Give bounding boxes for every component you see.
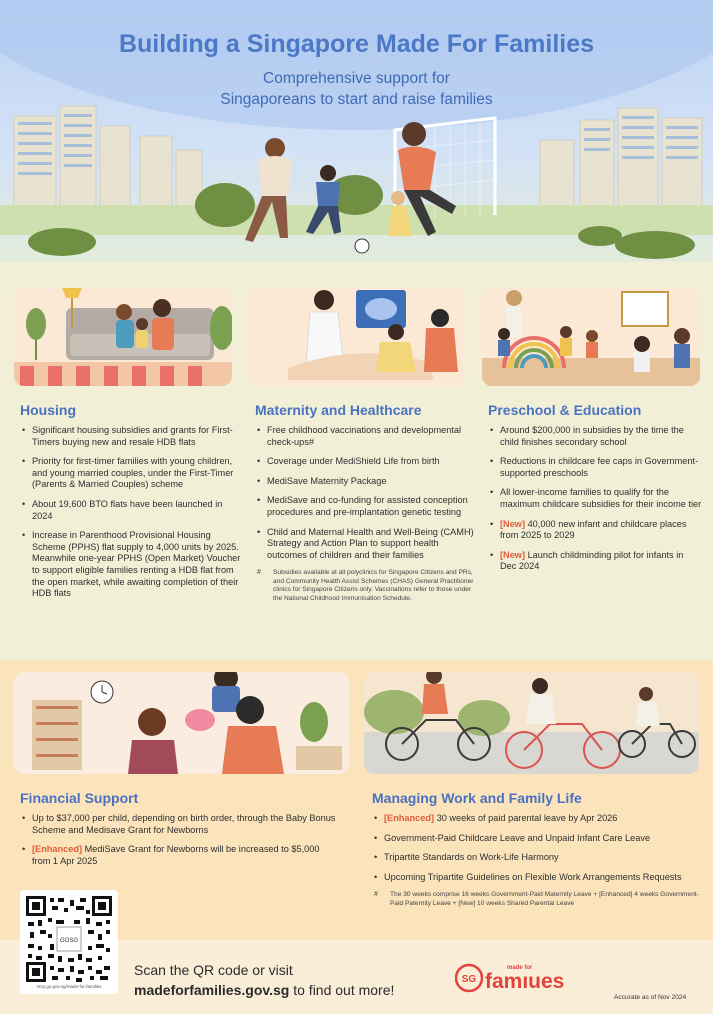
new-tag: [New] bbox=[500, 518, 526, 529]
qr-badge: GOSG bbox=[59, 938, 79, 944]
maternity-bullet: • MediSave Maternity Package bbox=[255, 476, 475, 488]
maternity-section bbox=[255, 402, 475, 603]
accuracy-date: Accurate as of Nov 2024 bbox=[614, 994, 687, 1001]
qr-code-pattern bbox=[26, 896, 112, 982]
footnote-symbol: # bbox=[374, 891, 378, 899]
bullet-text: 30 weeks of paid parental leave by Apr 2026 bbox=[434, 813, 618, 823]
preschool-bullet-list bbox=[488, 425, 702, 573]
footnote-symbol: # bbox=[257, 569, 261, 577]
work-bullet: • Government-Paid Childcare Leave and Unpaid Infant Care Leave bbox=[372, 833, 702, 845]
bullet-text: Launch childminding pilot for infants in Dec 2024 bbox=[500, 549, 684, 572]
financial-illustration bbox=[14, 672, 349, 774]
bullet-text: 40,000 new infant and childcare places from 2025 to 2029 bbox=[500, 518, 687, 541]
maternity-heading: Maternity and Healthcare bbox=[255, 402, 422, 418]
preschool-bullet: • Reductions in childcare fee caps in Government-supported preschools bbox=[488, 456, 702, 479]
website-link[interactable]: madeforfamilies.gov.sg bbox=[134, 982, 290, 998]
scan-prefix: Scan the QR code or visit bbox=[134, 962, 293, 978]
preschool-bullet: • All lower-income families to qualify for the maximum childcare subsidies for their income tier bbox=[488, 487, 702, 510]
financial-bullet: • Up to $37,000 per child, depending on birth order, through the Baby Bonus Scheme and Medisave Grant for Newborns bbox=[20, 813, 338, 836]
financial-heading: Financial Support bbox=[20, 790, 139, 806]
work-bullet-enhanced bbox=[372, 813, 702, 825]
footnote-text: Subsidies available at all polyclinics for Singapore Citizens and PRs, and Community Health Assist Schemes (CHAS) General Practitioner clinics for Singapore Citizens only. Vaccinations refer to those under the National Childhood Immunisation Schedule. bbox=[273, 569, 474, 602]
preschool-bullet: • Around $200,000 in subsidies by the time the child finishes secondary school bbox=[488, 425, 702, 448]
qr-code[interactable] bbox=[20, 890, 118, 994]
page-subtitle bbox=[0, 68, 713, 110]
call-to-action bbox=[134, 960, 394, 1000]
work-bullet: • Tripartite Standards on Work-Life Harmony bbox=[372, 852, 702, 864]
hero-banner bbox=[0, 0, 713, 280]
work-family-section bbox=[372, 790, 702, 908]
work-footnote bbox=[372, 891, 702, 908]
housing-bullet: • About 19,600 BTO flats have been launched in 2024 bbox=[20, 499, 242, 522]
financial-section bbox=[20, 790, 338, 875]
financial-bullet-enhanced bbox=[20, 844, 338, 867]
housing-bullet: • Priority for first-timer families with young children, and young married couples, under the First-Timer (Parents & Married Couples) scheme bbox=[20, 456, 242, 491]
housing-section bbox=[20, 402, 242, 608]
housing-heading: Housing bbox=[20, 402, 76, 418]
qr-url: mcp.go.gov.sg/made-for-families bbox=[36, 984, 102, 989]
subtitle-line-2: Singaporeans to start and raise families bbox=[220, 91, 493, 108]
enhanced-tag: [Enhanced] bbox=[384, 813, 435, 823]
preschool-bullet-new bbox=[488, 519, 702, 542]
preschool-bullet-new bbox=[488, 550, 702, 573]
logo-sg: SG bbox=[461, 974, 477, 985]
financial-bullet-list bbox=[20, 813, 338, 867]
maternity-bullet-list bbox=[255, 425, 475, 561]
made-for-families-logo bbox=[455, 958, 595, 998]
housing-bullet-list bbox=[20, 425, 242, 600]
housing-illustration bbox=[14, 288, 232, 386]
scan-line-2 bbox=[134, 980, 394, 1000]
maternity-bullet: • Child and Maternal Health and Well-Being (CAMH) Strategy and Action Plan to support health outcomes of children and their families bbox=[255, 527, 475, 562]
maternity-bullet: • Coverage under MediShield Life from birth bbox=[255, 456, 475, 468]
work-family-bullet-list bbox=[372, 813, 702, 883]
housing-bullet: • Increase in Parenthood Provisional Housing Scheme (PPHS) flat supply to 4,000 units by 2025. Meanwhile one-year PPHS (Open Market) Voucher to support eligible families renting a HDB flat from the open market, while awaiting completion of their HDB flats bbox=[20, 530, 242, 600]
preschool-illustration bbox=[482, 288, 700, 386]
maternity-bullet: • Free childhood vaccinations and developmental check-ups# bbox=[255, 425, 475, 448]
preschool-section bbox=[488, 402, 702, 581]
logo-made-for: made for bbox=[507, 965, 533, 971]
work-bullet: • Upcoming Tripartite Guidelines on Flexible Work Arrangements Requests bbox=[372, 872, 702, 884]
maternity-bullet: • MediSave and co-funding for assisted conception procedures and pre-implantation genetic testing bbox=[255, 495, 475, 518]
maternity-footnote bbox=[255, 569, 475, 603]
bullet-text: MediSave Grant for Newborns will be increased to $5,000 from 1 Apr 2025 bbox=[32, 844, 320, 866]
housing-bullet: • Significant housing subsidies and grants for First-Timers buying new and resale HDB flats bbox=[20, 425, 242, 448]
page-title: Building a Singapore Made For Families bbox=[118, 30, 595, 58]
work-family-heading: Managing Work and Family Life bbox=[372, 790, 582, 806]
preschool-heading: Preschool & Education bbox=[488, 402, 642, 418]
new-tag: [New] bbox=[500, 549, 526, 560]
footnote-text: The 30 weeks comprise 16 weeks Government-Paid Maternity Leave + [Enhanced] 4 weeks Government-Paid Paternity Leave + [New] 10 weeks Shared Parental Leave bbox=[390, 891, 699, 907]
work-life-illustration bbox=[364, 672, 699, 774]
logo-wordmark: famıues bbox=[485, 970, 565, 993]
scan-suffix: to find out more! bbox=[289, 982, 395, 998]
subtitle-line-1: Comprehensive support for bbox=[263, 70, 450, 87]
maternity-illustration bbox=[248, 288, 466, 386]
enhanced-tag: [Enhanced] bbox=[32, 844, 83, 855]
